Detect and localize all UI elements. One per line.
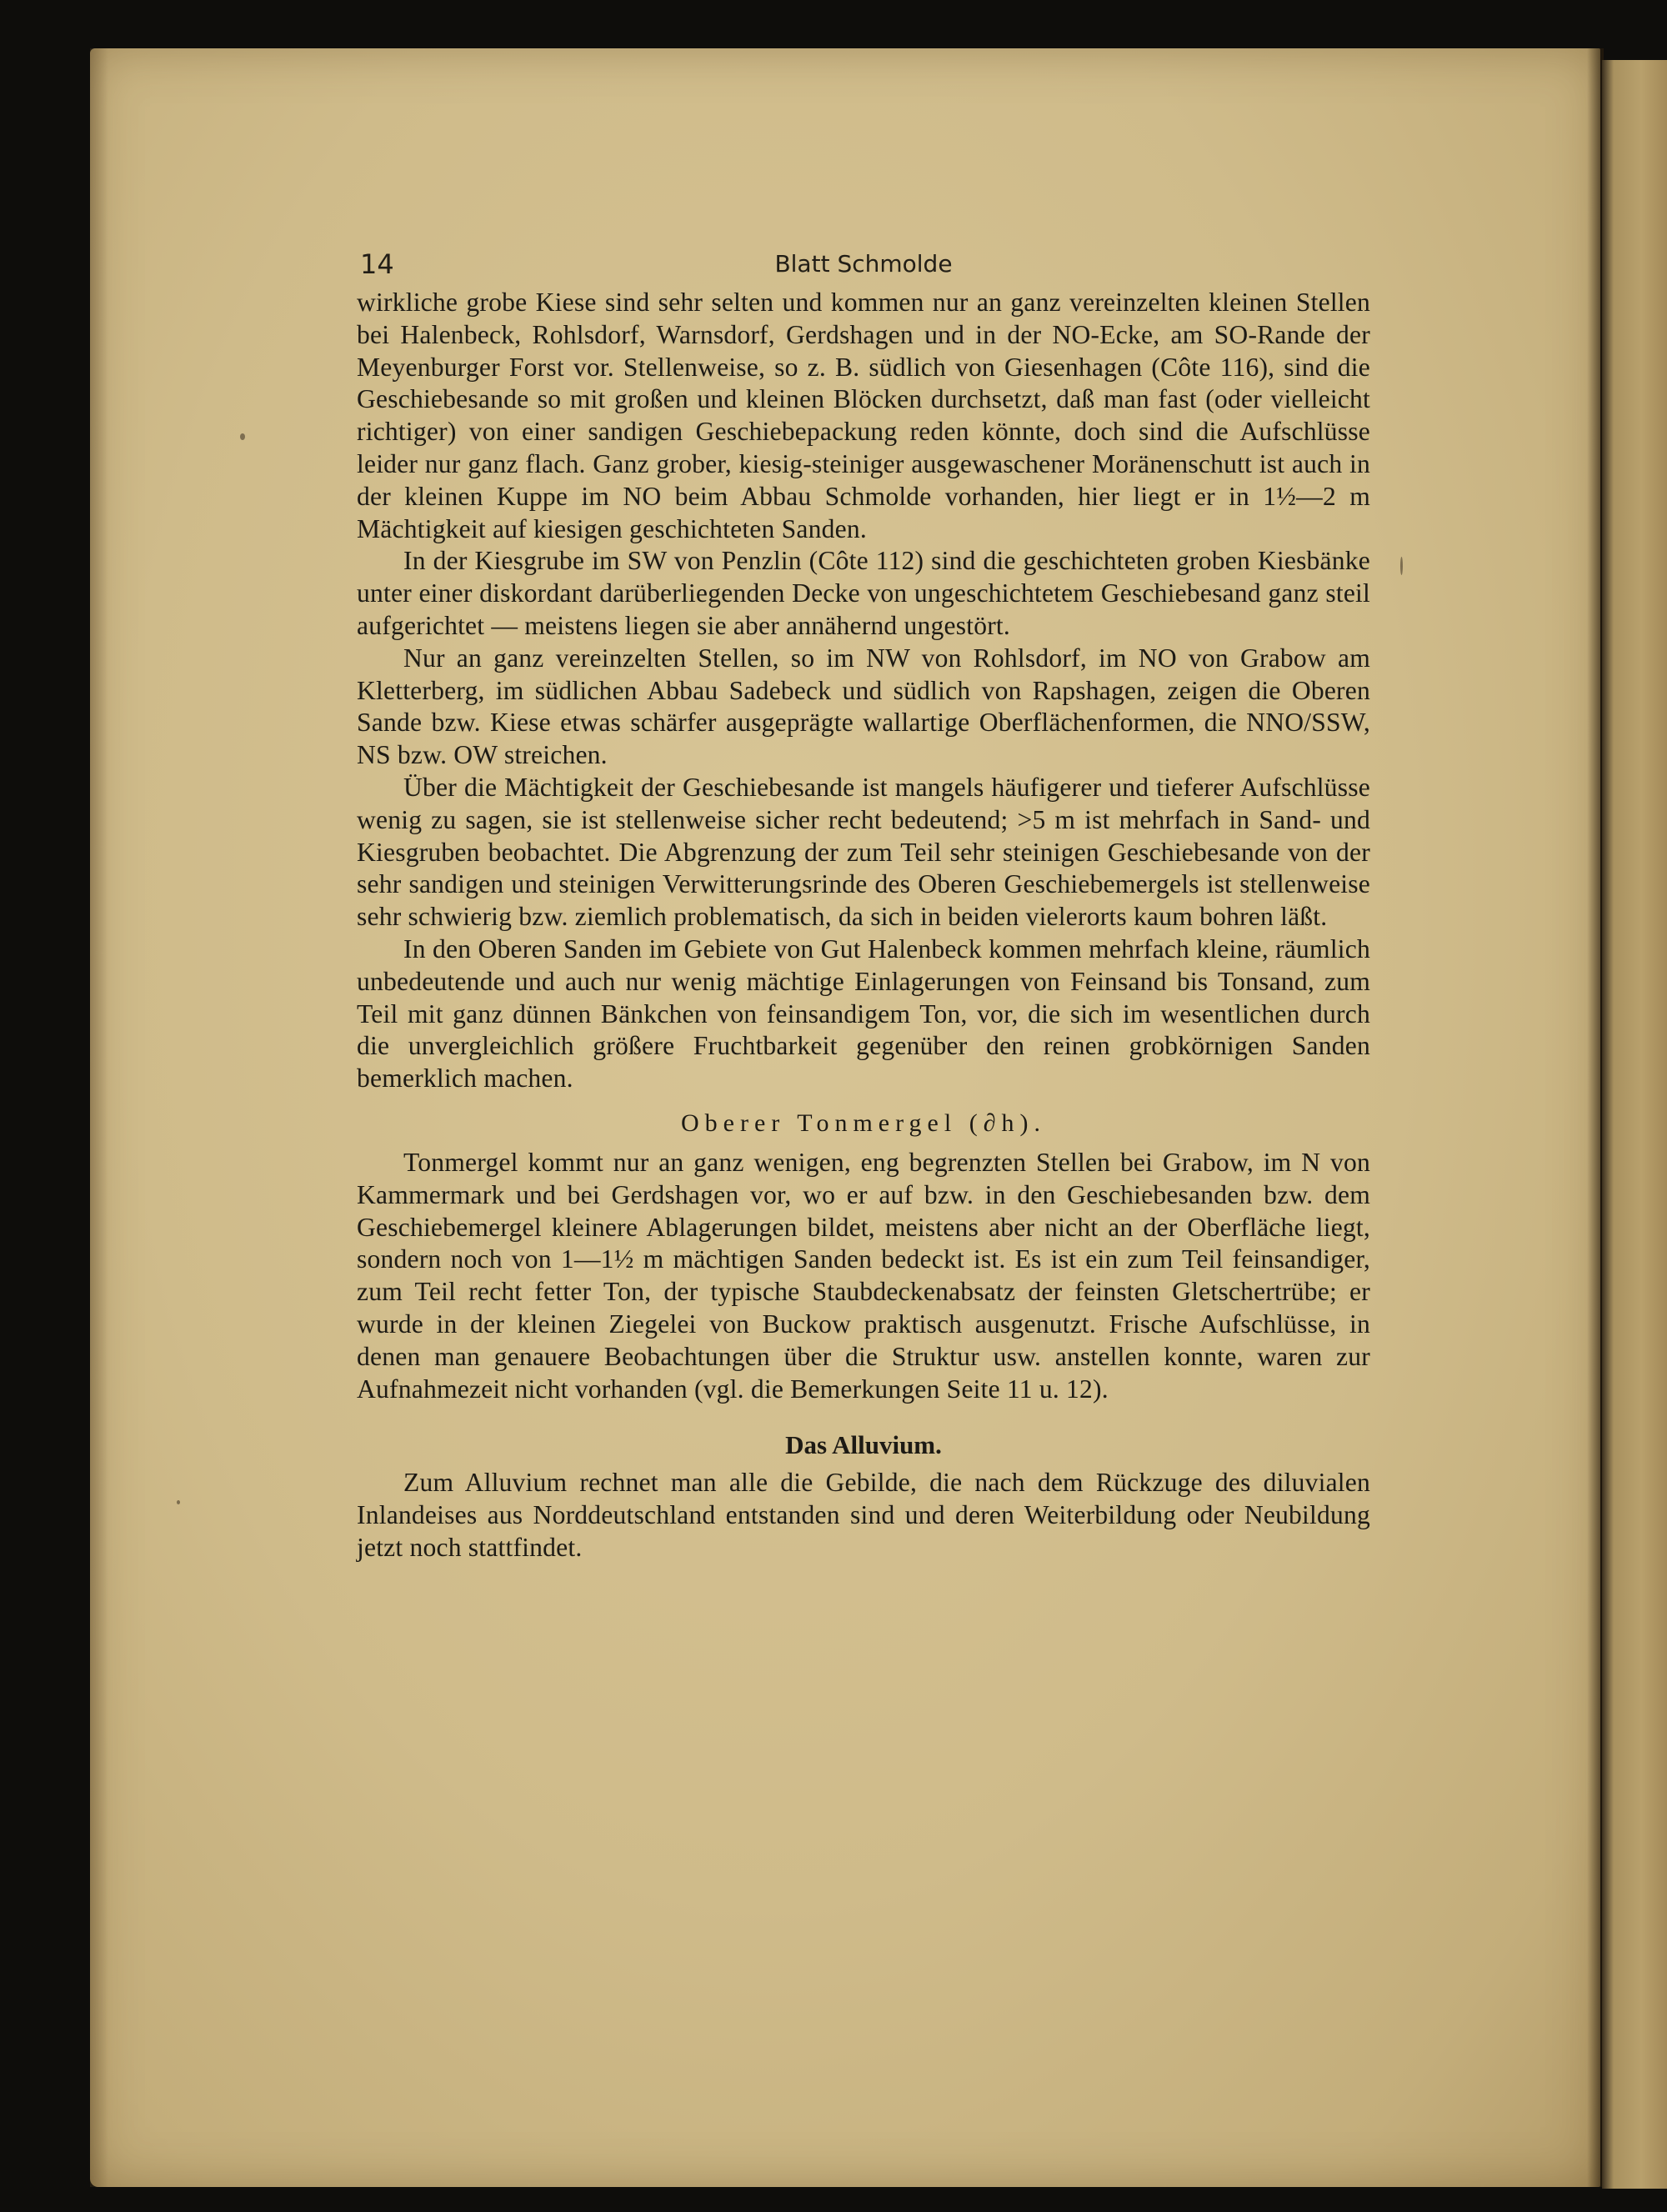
paragraph-kiesgrube: In der Kiesgrube im SW von Penzlin (Côte 112) sind die geschichteten groben Kiesbänke unter einer diskordant darüberliegenden Decke von ungeschichtetem Geschiebesand ganz steil aufgerichtet — meistens liegen sie aber annähernd ungestört.	[357, 546, 1370, 640]
heading-alluvium: Das Alluvium.	[785, 1430, 942, 1460]
paragraph-gravel: wirkliche grobe Kiese sind sehr selten und kommen nur an ganz vereinzelten kleinen Stellen bei Halenbeck, Rohlsdorf, Warnsdorf, Gerdshagen und in der NO-Ecke, am SO-Rande der Meyenburger Forst vor. Stellenweise, so z. B. südlich von Giesenhagen (Côte 116), sind die Geschiebesande so mit großen und kleinen Blöcken durchsetzt, daß man fast (oder vielleicht richtiger) von einer sandigen Geschiebepackung reden könnte, doch sind die Aufschlüsse leider nur ganz flach. Ganz grober, kiesig-steiniger ausgewaschener Moränenschutt ist auch in der kleinen Kuppe im NO beim Abbau Schmolde vorhanden, hier liegt er in 1½—2 m Mächtigkeit auf kiesigen geschichteten Sanden.	[357, 288, 1370, 543]
paragraph-alluvium: Zum Alluvium rechnet man alle die Gebilde, die nach dem Rückzuge des diluvialen Inlandeises aus Norddeutschland entstanden sind und deren Weiterbildung oder Neubildung jetzt noch stattfindet.	[357, 1468, 1370, 1562]
paragraph-tonmergel: Tonmergel kommt nur an ganz wenigen, eng begrenzten Stellen bei Grabow, im N von Kammermark und bei Gerdshagen vor, wo er auf bzw. in den Geschiebesanden bzw. dem Geschiebemergel kleinere Ablagerungen bildet, meistens aber nicht an der Oberfläche liegt, sondern noch von 1—1½ m mächtigen Sanden bedeckt ist. Es ist ein zum Teil feinsandiger, zum Teil recht fetter Ton, der typische Staubdeckenabsatz der feinsten Gletschertrübe; er wurde in der kleinen Ziegelei von Buckow praktisch ausgenutzt. Frische Aufschlüsse, in denen man genauere Beobachtungen über die Struktur usw. anstellen konnte, waren zur Aufnahmezeit nicht vorhanden (vgl. die Bemerkungen Seite 11 u. 12).	[357, 1147, 1370, 1404]
paragraph-maechtigkeit: Über die Mächtigkeit der Geschiebesande ist mangels häufigerer und tieferer Aufschlüsse wenig zu sagen, sie ist stellenweise sicher recht bedeutend; >5 m ist mehrfach in Sand- und Kiesgruben beobachtet. Die Abgrenzung der zum Teil sehr steinigen Geschiebesande von der sehr sandigen und steinigen Verwitterungsrinde des Oberen Geschiebemergels ist stellenweise sehr schwierig bzw. ziemlich problematisch, da sich in beiden vielerorts kaum bohren läßt.	[357, 772, 1370, 932]
paragraph-halenbeck: In den Oberen Sanden im Gebiete von Gut Halenbeck kommen mehrfach kleine, räumlich unbedeutende und auch nur wenig mächtige Einlagerungen von Feinsand bis Tonsand, zum Teil mit ganz dünnen Bänkchen von feinsandigem Ton, vor, die sich im wesentlichen durch die unvergleichlich größere Fruchtbarkeit gegenüber den reinen grobkörnigen Sanden bemerklich machen.	[357, 933, 1370, 1093]
paper-speck	[177, 1500, 180, 1504]
text-block	[357, 243, 1370, 1564]
adjacent-page-edge	[1602, 60, 1667, 2189]
book-gutter	[1587, 48, 1604, 2187]
paper-speck	[1400, 557, 1403, 575]
page-number: 14	[360, 248, 394, 280]
page-shadow-left	[90, 48, 108, 2187]
paper-speck	[240, 433, 245, 440]
running-header	[357, 243, 1370, 287]
running-title: Blatt Schmolde	[774, 250, 953, 278]
heading-oberer-tonmergel: Oberer Tonmergel (∂h).	[680, 1109, 1047, 1137]
paragraph-wallformen: Nur an ganz vereinzelten Stellen, so im NW von Rohlsdorf, im NO von Grabow am Kletterberg, im südlichen Abbau Sadebeck und südlich von Rapshagen, zeigen die Oberen Sande bzw. Kiese etwas schärfer ausgeprägte wallartige Oberflächenformen, die NNO/SSW, NS bzw. OW streichen.	[357, 643, 1370, 770]
